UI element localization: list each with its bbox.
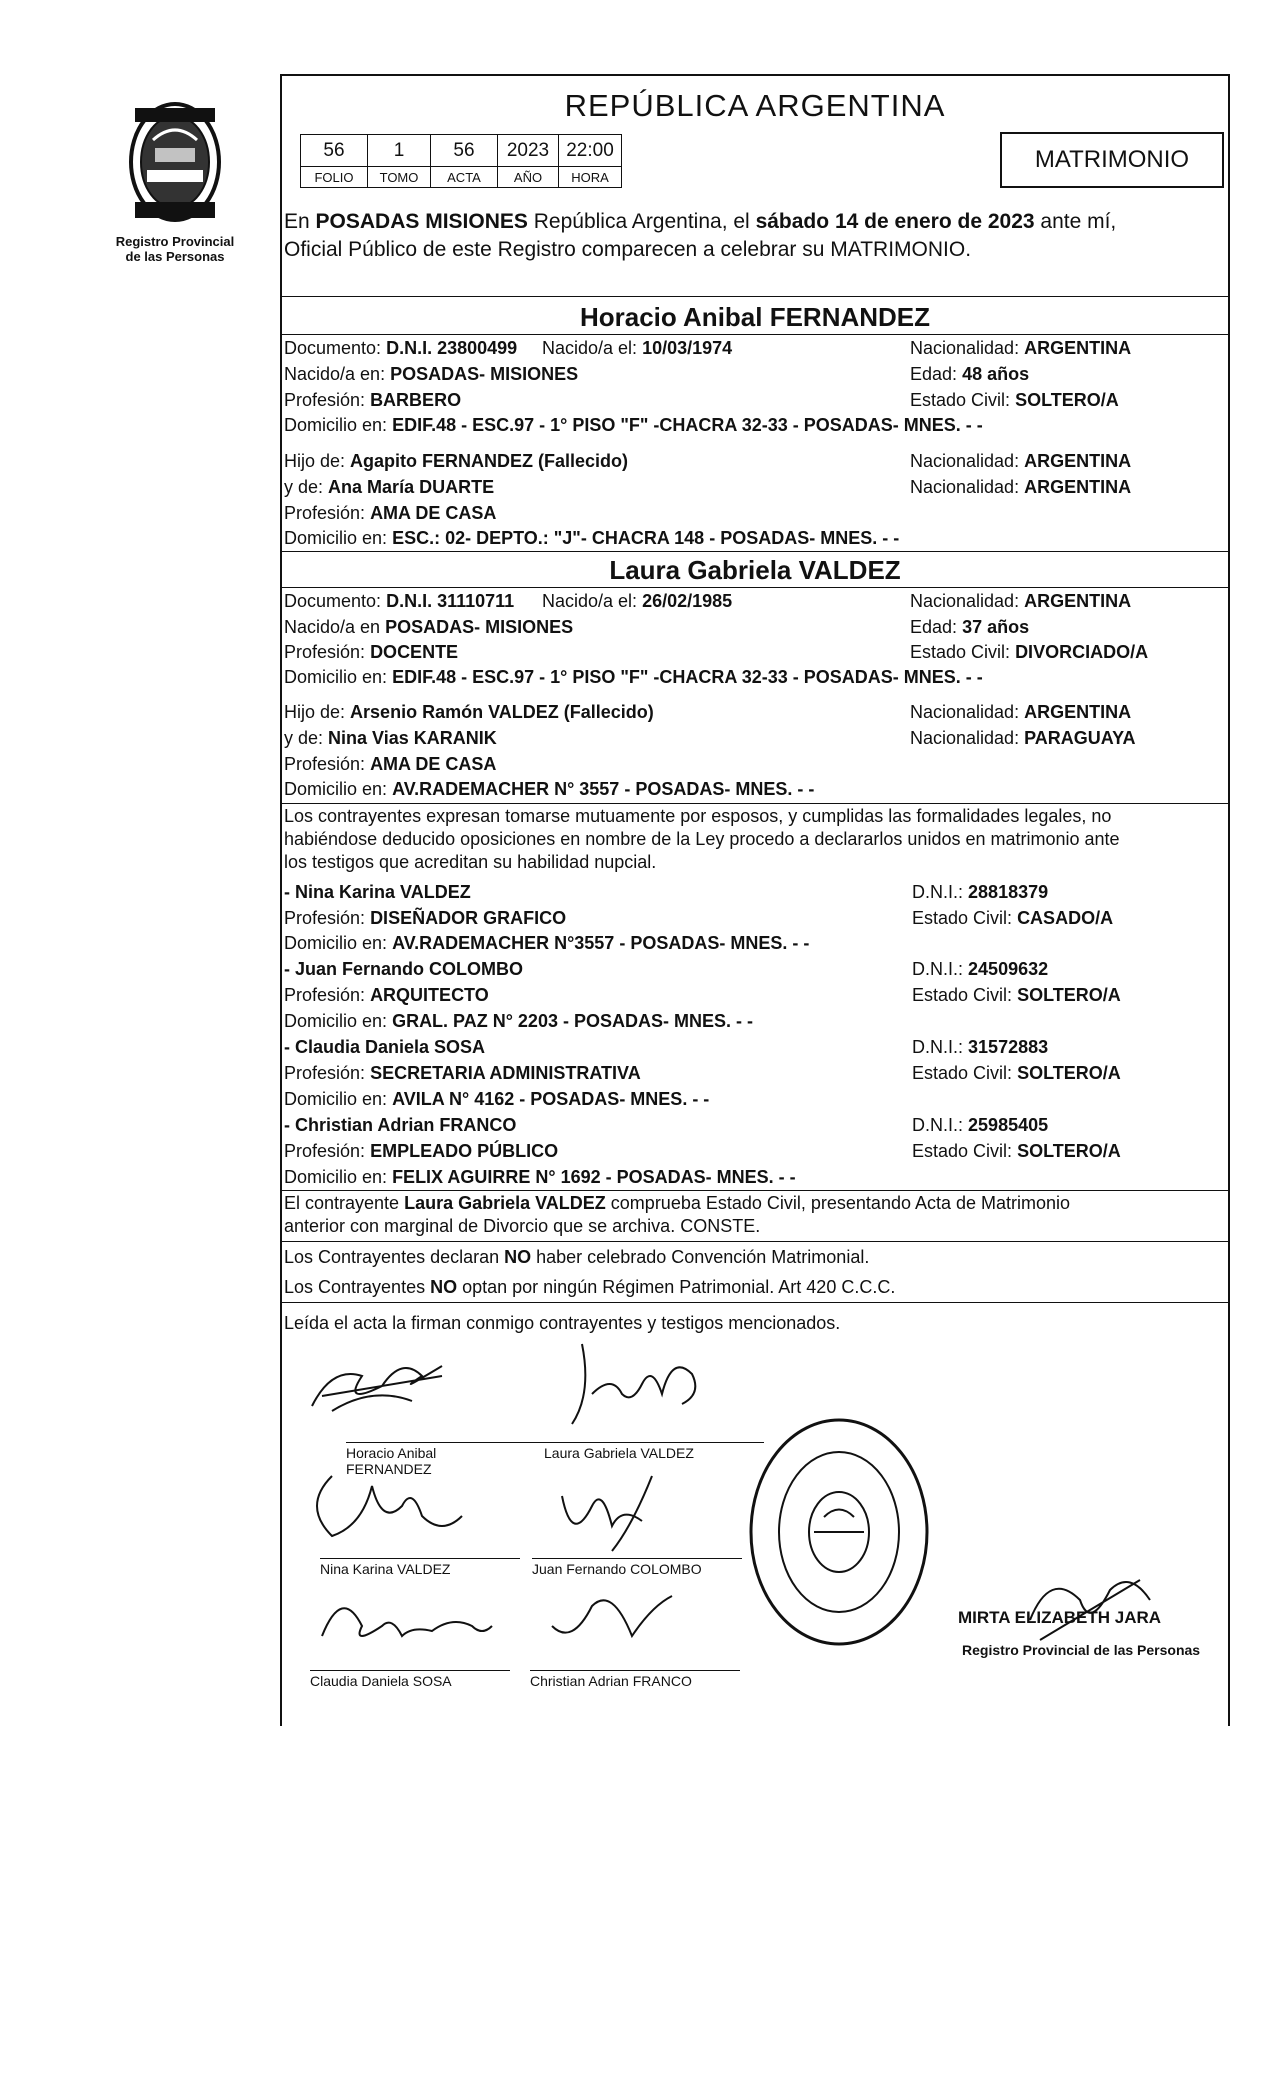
field-value: BARBERO [370,390,462,410]
field-value: EDIF.48 - ESC.97 - 1° PISO "F" -CHACRA 32-33 - POSADAS- MNES. - - [392,667,983,687]
field-label: Hijo de: [284,702,346,722]
field-value: SOLTERO/A [1017,1063,1121,1083]
intro-date: 14 de enero de 2023 [834,210,1035,233]
field-label: Nacido/a el: [542,591,638,611]
field-label: D.N.I.: [912,1115,964,1135]
field-value: ARGENTINA [1024,451,1132,471]
field-value: SOLTERO/A [1017,985,1121,1005]
regime-text-2: optan por ningún Régimen Patrimonial. Art 420 C.C.C. [457,1277,896,1297]
spouse2-civil-status [910,642,1148,663]
signature-nina [302,1466,472,1546]
spouse1-profession [284,390,461,411]
field-label: Domicilio en: [284,933,388,953]
document-title: REPÚBLICA ARGENTINA [564,88,946,123]
registry-logo [100,100,250,264]
acta-value: 56 [431,135,498,167]
field-value: DISEÑADOR GRAFICO [370,908,567,928]
field-value: ARQUITECTO [370,985,489,1005]
convention-text-2: haber celebrado Convención Matrimonial. [531,1247,870,1267]
divider [282,803,1228,804]
spouse2-parent-address [284,779,814,800]
spouse1-birthplace [284,364,578,385]
field-value: 24509632 [968,959,1049,979]
note-text-1: El contrayente [284,1193,405,1213]
field-label: Domicilio en: [284,1011,388,1031]
spouse2-profession [284,642,458,663]
divider [282,1190,1228,1191]
field-value: EDIF.48 - ESC.97 - 1° PISO "F" -CHACRA 32-33 - POSADAS- MNES. - - [392,415,983,435]
field-label: Nacionalidad: [910,728,1020,748]
witness4-name [284,1115,516,1136]
province-emblem-icon [125,100,225,230]
spouse2-age [910,617,1029,638]
field-value: 48 años [962,364,1030,384]
field-label: Nacionalidad: [910,702,1020,722]
anio-value: 2023 [498,135,559,167]
convention-text-1: Los Contrayentes declaran [284,1247,505,1267]
witness4-dni [912,1115,1048,1136]
declaration-line: habiéndose deducido oposiciones en nombre de la Ley procedo a declararlos unidos en matrimonio ante [284,829,1120,849]
field-value: AMA DE CASA [370,503,497,523]
signature-claudia [302,1586,502,1656]
field-value: - Juan Fernando COLOMBO [284,959,524,979]
tomo-label: TOMO [368,167,431,188]
field-value: EMPLEADO PÚBLICO [370,1141,559,1161]
field-label: Profesión: [284,503,366,523]
field-value: 31572883 [968,1037,1049,1057]
closing-statement: Leída el acta la firman conmigo contrayentes y testigos mencionados. [284,1313,841,1333]
spouse1-parent-profession [284,503,496,524]
field-value: Arsenio Ramón VALDEZ (Fallecido) [350,702,654,722]
field-label: Nacionalidad: [910,477,1020,497]
divider [282,1302,1228,1303]
field-label: Domicilio en: [284,1089,388,1109]
signature-christian [532,1576,702,1656]
intro-text-2: República Argentina, el [527,210,756,233]
field-value: Nina Vias KARANIK [328,728,497,748]
field-value: AVILA N° 4162 - POSADAS- MNES. - - [392,1089,710,1109]
signature-horacio [302,1346,462,1426]
field-label: Domicilio en: [284,667,388,687]
field-label: Profesión: [284,985,366,1005]
regime-text-1: Los Contrayentes [284,1277,431,1297]
field-value: - Claudia Daniela SOSA [284,1037,486,1057]
field-label: Estado Civil: [910,642,1011,662]
intro-place: POSADAS MISIONES [315,210,528,233]
signature-laura [542,1334,722,1434]
witness4-profession [284,1141,558,1162]
field-label: Estado Civil: [912,1063,1013,1083]
field-value: - Nina Karina VALDEZ [284,882,471,902]
field-value: AV.RADEMACHER N° 3557 - POSADAS- MNES. - - [392,779,815,799]
field-value: D.N.I. 23800499 [386,338,518,358]
regime-no: NO [430,1277,458,1297]
field-value: Ana María DUARTE [328,477,495,497]
spouse2-name: Laura Gabriela VALDEZ [609,555,901,585]
witness3-name [284,1037,485,1058]
caption-line: Horacio Anibal [346,1445,437,1461]
spouse2-mother [284,728,497,749]
witness2-name [284,959,523,980]
field-value: 37 años [962,617,1030,637]
field-label: Profesión: [284,754,366,774]
field-label: Domicilio en: [284,528,388,548]
witness2-civil-status [912,985,1121,1006]
folio-value: 56 [301,135,368,167]
anio-label: AÑO [498,167,559,188]
certificate-type-box: MATRIMONIO [1000,132,1224,188]
field-label: Nacionalidad: [910,591,1020,611]
witness1-name [284,882,471,903]
field-value: AMA DE CASA [370,754,497,774]
field-label: Profesión: [284,1141,366,1161]
spouse1-father [284,451,628,472]
witness2-profession [284,985,489,1006]
official-stamp-icon [744,1412,934,1652]
field-value: SECRETARIA ADMINISTRATIVA [370,1063,641,1083]
field-label: Domicilio en: [284,1167,388,1187]
civil-status-note [284,1192,1224,1238]
intro-day: sábado [755,210,830,233]
field-value: AV.RADEMACHER N°3557 - POSADAS- MNES. - - [392,933,810,953]
witness3-address [284,1089,709,1110]
field-label: Estado Civil: [912,1141,1013,1161]
spouse2-father [284,702,654,723]
field-label: y de: [284,477,324,497]
field-label: Estado Civil: [910,390,1011,410]
field-value: D.N.I. 31110711 [386,591,515,611]
signature-caption-christian: Christian Adrian FRANCO [530,1670,740,1689]
signature-official [1010,1560,1160,1660]
note-text-2: comprueba Estado Civil, presentando Acta de Matrimonio [605,1193,1071,1213]
field-value: SOLTERO/A [1017,1141,1121,1161]
field-value: Registro Provincial de las Personas [962,1642,1201,1658]
spouse1-mother [284,477,494,498]
field-value: MIRTA ELIZABETH JARA [958,1608,1162,1627]
field-label: Profesión: [284,390,366,410]
field-value: DIVORCIADO/A [1015,642,1149,662]
declaration-paragraph [284,805,1224,874]
declaration-line: los testigos que acreditan su habilidad nupcial. [284,852,657,872]
spouse1-birthdate [542,338,732,359]
spouse1-address [284,415,983,436]
note-line2: anterior con marginal de Divorcio que se archiva. CONSTE. [284,1216,761,1236]
divider [282,587,1228,588]
spouse2-nationality [910,591,1131,612]
intro-text-1: En [284,210,316,233]
field-label: Edad: [910,364,958,384]
field-value: ESC.: 02- DEPTO.: "J"- CHACRA 148 - POSADAS- MNES. - - [392,528,900,548]
field-label: Documento: [284,338,382,358]
field-label: D.N.I.: [912,959,964,979]
field-value: ARGENTINA [1024,702,1132,722]
signature-caption-claudia: Claudia Daniela SOSA [310,1670,510,1689]
field-value: ARGENTINA [1024,477,1132,497]
signature-juan [542,1466,712,1556]
signature-caption-laura: Laura Gabriela VALDEZ [544,1442,764,1461]
field-value: 25985405 [968,1115,1049,1135]
folio-label: FOLIO [301,167,368,188]
spouse1-document [284,338,517,359]
field-label: Edad: [910,617,958,637]
field-label: D.N.I.: [912,882,964,902]
witness1-address [284,933,809,954]
witness3-civil-status [912,1063,1121,1084]
field-label: D.N.I.: [912,1037,964,1057]
caption-line: FERNANDEZ [346,1461,432,1477]
field-label: Nacido/a en: [284,364,386,384]
spouse2-mother-nationality [910,728,1135,749]
witness4-address [284,1167,796,1188]
hora-label: HORA [559,167,622,188]
hora-value: 22:00 [559,135,622,167]
field-value: SOLTERO/A [1015,390,1119,410]
field-value: DOCENTE [370,642,459,662]
witness1-dni [912,882,1048,903]
field-value: PARAGUAYA [1024,728,1136,748]
witness4-civil-status [912,1141,1121,1162]
spouse2-address [284,667,983,688]
field-label: Hijo de: [284,451,346,471]
field-value: POSADAS- MISIONES [390,364,579,384]
field-label: Estado Civil: [912,908,1013,928]
field-value: ARGENTINA [1024,338,1132,358]
witness2-address [284,1011,753,1032]
spouse1-civil-status [910,390,1119,411]
field-value: FELIX AGUIRRE N° 1692 - POSADAS- MNES. - - [392,1167,796,1187]
field-label: Profesión: [284,908,366,928]
field-label: Nacionalidad: [910,338,1020,358]
regime-statement [284,1276,1224,1299]
spouse2-parent-profession [284,754,496,775]
field-value: POSADAS- MISIONES [385,617,574,637]
witness1-profession [284,908,566,929]
spouse1-nationality [910,338,1131,359]
field-label: Domicilio en: [284,415,388,435]
logo-label-line1: Registro Provincial [115,234,235,249]
spouse1-father-nationality [910,451,1131,472]
field-label: Estado Civil: [912,985,1013,1005]
intro-line2: Oficial Público de este Registro comparecen a celebrar su MATRIMONIO. [284,238,972,261]
field-label: Nacido/a en [284,617,381,637]
field-label: Nacionalidad: [910,451,1020,471]
field-value: CASADO/A [1017,908,1114,928]
spouse2-birthplace [284,617,573,638]
field-value: 28818379 [968,882,1049,902]
reference-table [300,134,622,188]
spouse2-document [284,591,514,612]
spouse1-mother-nationality [910,477,1131,498]
field-label: Nacido/a el: [542,338,638,358]
witness3-profession [284,1063,641,1084]
spouse1-parent-address [284,528,899,549]
convention-statement [284,1246,1224,1269]
intro-paragraph [284,208,1224,264]
spouse1-age [910,364,1029,385]
field-value: - Christian Adrian FRANCO [284,1115,517,1135]
divider [282,334,1228,335]
field-value: ARGENTINA [1024,591,1132,611]
tomo-value: 1 [368,135,431,167]
spouse1-name: Horacio Anibal FERNANDEZ [579,302,931,332]
witness3-dni [912,1037,1048,1058]
divider [282,551,1228,552]
spouse2-father-nationality [910,702,1131,723]
signature-caption-nina: Nina Karina VALDEZ [320,1558,520,1577]
convention-no: NO [504,1247,532,1267]
field-value: 26/02/1985 [642,591,733,611]
field-value: Agapito FERNANDEZ (Fallecido) [350,451,629,471]
divider [282,296,1228,297]
spouse2-birthdate [542,591,732,612]
note-name: Laura Gabriela VALDEZ [404,1193,606,1213]
field-value: 10/03/1974 [642,338,733,358]
field-label: Profesión: [284,1063,366,1083]
acta-label: ACTA [431,167,498,188]
signature-caption-juan: Juan Fernando COLOMBO [532,1558,742,1577]
witness1-civil-status [912,908,1113,929]
field-label: Documento: [284,591,382,611]
field-label: Profesión: [284,642,366,662]
intro-text-3: ante mí, [1034,210,1117,233]
field-label: Domicilio en: [284,779,388,799]
logo-label-line2: de las Personas [125,249,225,264]
witness2-dni [912,959,1048,980]
field-value: GRAL. PAZ N° 2203 - POSADAS- MNES. - - [392,1011,753,1031]
field-label: y de: [284,728,324,748]
declaration-line: Los contrayentes expresan tomarse mutuamente por esposos, y cumplidas las formalidades legales, no [284,806,1112,826]
divider [282,1241,1228,1242]
